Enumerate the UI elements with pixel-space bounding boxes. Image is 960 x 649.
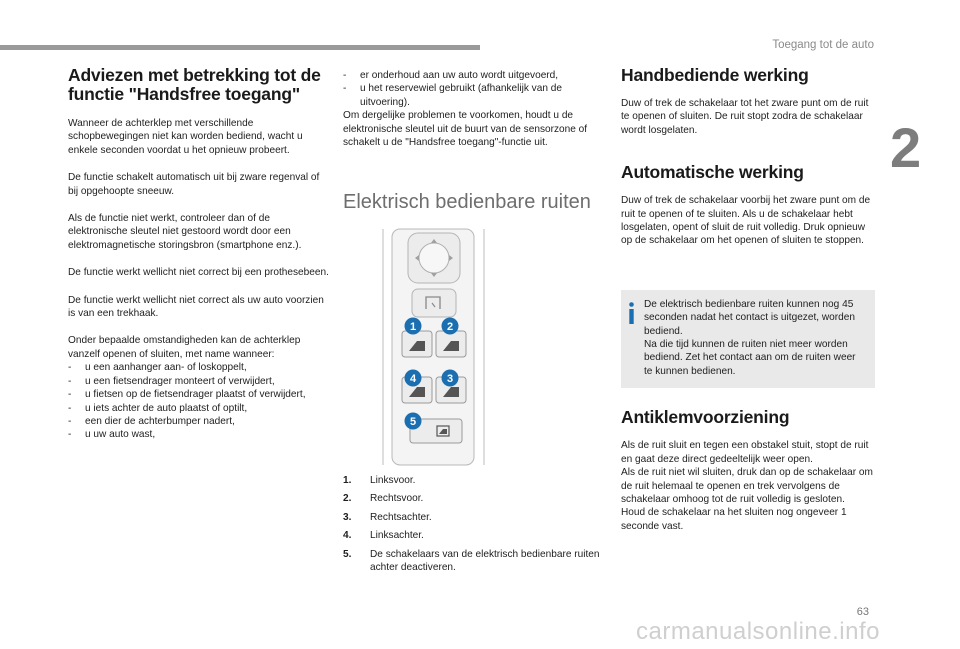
conditions-list: [68, 361, 330, 441]
chapter-number: 2: [890, 116, 922, 179]
legend-number: 2.: [343, 493, 352, 505]
section-title-handsfree: [68, 66, 330, 104]
list-item: - er onderhoud aan uw auto wordt uitgevoerd,: [343, 69, 601, 82]
paragraph: Als de ruit niet wil sluiten, druk dan op de schakelaar om de ruit helemaal te openen en trek vervolgens de schakelaar omhoog tot de ruit volledig is gesloten.: [621, 467, 873, 505]
svg-text:3: 3: [446, 373, 454, 385]
legend-text: Rechtsachter.: [370, 511, 432, 523]
legend-number: 5.: [343, 548, 352, 560]
legend-number: 3.: [343, 511, 352, 523]
legend-item: [343, 511, 601, 524]
paragraph: Om dergelijke problemen te voorkomen, houdt u de elektronische sleutel uit de buurt van de sensorzone of schakelt u de "Handsfree toegang"-functie uit.: [343, 110, 588, 149]
paragraph: De functie werkt wellicht niet correct bij een prothesebeen.: [68, 267, 329, 279]
legend-text: Linksachter.: [370, 530, 424, 542]
section-title-anti-pinch: Antiklemvoorziening: [621, 407, 790, 428]
column-window-operation: [621, 66, 879, 533]
legend-text: De schakelaars van de elektrisch bedienbare ruiten achter deactiveren.: [370, 548, 600, 574]
list-item: - u uw auto wast,: [68, 428, 330, 441]
switch-panel-drawing: [380, 227, 488, 467]
legend-item: [343, 548, 601, 575]
section-title-electric-windows: Elektrisch bedienbare ruiten: [343, 191, 591, 213]
callout-4-icon: [405, 370, 422, 387]
legend-item: [343, 529, 601, 542]
paragraph: Houd de schakelaar na het sluiten nog ongeveer 1 seconde vast.: [621, 507, 847, 532]
list-item: - u het reservewiel gebruikt (afhankelijk van de uitvoering).: [343, 82, 601, 109]
watermark: carmanualsonline.info: [636, 618, 880, 645]
conditions-list-continued: [343, 69, 601, 109]
paragraph: De functie schakelt automatisch uit bij zware regenval of bij opgehoopte sneeuw.: [68, 172, 320, 197]
list-item: - u een aanhanger aan- of loskoppelt,: [68, 361, 330, 374]
section-title-manual: Handbediende werking: [621, 65, 809, 85]
legend-text: Rechtsvoor.: [370, 493, 424, 505]
header-section-title: Toegang tot de auto: [772, 39, 874, 51]
paragraph: Onder bepaalde omstandigheden kan de achterklep vanzelf openen of sluiten, met name wanneer:: [68, 335, 301, 360]
callout-2-icon: [442, 318, 459, 335]
list-item: - u iets achter de auto plaatst of optilt,: [68, 402, 330, 415]
title-line-1: Adviezen met betrekking tot de: [68, 65, 321, 85]
page-number: 63: [856, 606, 869, 618]
window-switch-panel-illustration: [380, 227, 488, 467]
list-item: - een dier de achterbumper nadert,: [68, 415, 330, 428]
paragraph: De functie werkt wellicht niet correct als uw auto voorzien is van een trekhaak.: [68, 294, 324, 320]
paragraph: Wanneer de achterklep met verschillende schopbewegingen niet kan worden bediend, wacht u enkele seconden voordat u het opnieuw probeert.: [68, 118, 303, 156]
column-handsfree-advice: [68, 66, 330, 442]
callout-5-icon: [405, 413, 422, 430]
info-text-1: De elektrisch bedienbare ruiten kunnen nog 45 seconden nadat het contact is uitgezet, worden bediend.: [644, 298, 855, 337]
legend-item: [343, 474, 601, 487]
paragraph: Als de ruit sluit en tegen een obstakel stuit, stopt de ruit en gaat deze direct gedeeltelijk weer open.: [621, 440, 869, 465]
svg-text:1: 1: [409, 321, 417, 333]
switch-legend: [343, 474, 601, 579]
legend-item: [343, 492, 601, 505]
legend-number: 4.: [343, 530, 352, 542]
svg-text:4: 4: [409, 373, 417, 385]
info-icon: [627, 302, 636, 324]
legend-text: Linksvoor.: [370, 475, 416, 486]
info-box: [621, 290, 875, 388]
callout-1-icon: [405, 318, 422, 335]
svg-text:2: 2: [446, 321, 454, 333]
paragraph: Duw of trek de schakelaar voorbij het zware punt om de ruit te openen of te sluiten. Als u de schakelaar hebt losgelaten, opent of sluit de ruit volledig. Druk opnieuw op de schakelaar om het openen of sluiten te stoppen.: [621, 195, 871, 247]
paragraph: Duw of trek de schakelaar tot het zware punt om de ruit te openen of sluiten. De ruit stopt zodra de schakelaar wordt losgelaten.: [621, 98, 869, 136]
column-continuation: [343, 69, 601, 163]
legend-number: 1.: [343, 475, 352, 486]
header-rule: [0, 45, 480, 50]
info-text-2: Na die tijd kunnen de ruiten niet meer worden bediend. Zet het contact aan om de ruiten weer te kunnen bedienen.: [644, 339, 856, 377]
list-item: - u fietsen op de fietsendrager plaatst of verwijdert,: [68, 388, 330, 401]
svg-text:5: 5: [409, 416, 417, 428]
paragraph: Als de functie niet werkt, controleer dan of de elektronische sleutel niet gestoord wordt door een elektromagnetische storingsbron (smartphone enz.).: [68, 213, 302, 251]
callout-3-icon: [442, 370, 459, 387]
section-title-automatic: Automatische werking: [621, 162, 804, 183]
title-line-2: functie "Handsfree toegang": [68, 84, 300, 104]
list-item: - u een fietsendrager monteert of verwijdert,: [68, 375, 330, 388]
